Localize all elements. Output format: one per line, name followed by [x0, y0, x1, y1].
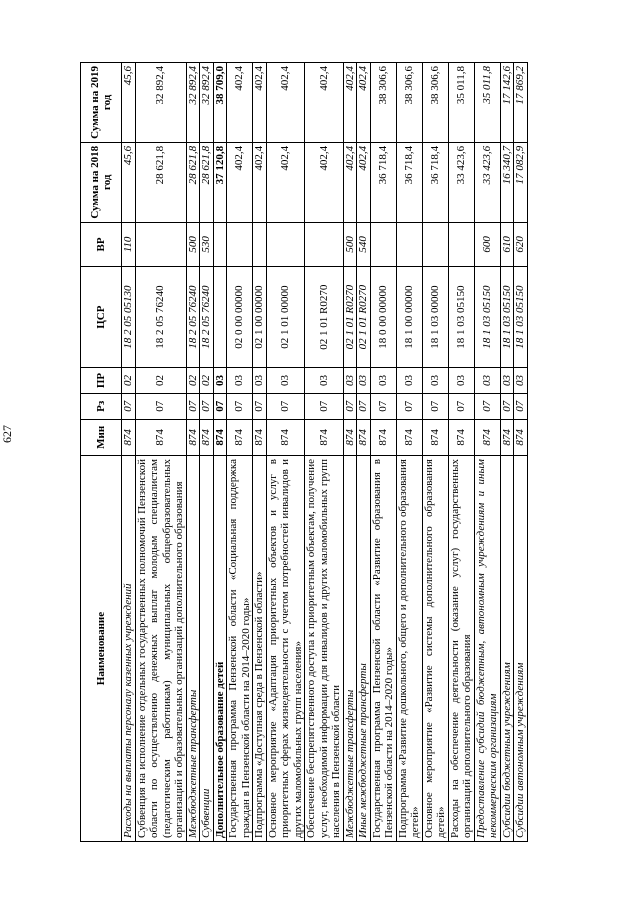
cell-vr	[448, 222, 474, 267]
cell-sum-2019: 38 306,6	[370, 63, 396, 143]
table-header-row	[81, 63, 122, 842]
cell-min: 874	[370, 419, 396, 455]
cell-sum-2019: 402,4	[266, 63, 305, 143]
cell-min: 874	[266, 419, 305, 455]
cell-sum-2018: 402,4	[227, 142, 253, 222]
cell-min: 874	[135, 419, 186, 455]
cell-vr	[396, 222, 422, 267]
cell-pr: 03	[305, 368, 344, 394]
header-sum-2019: Сумма на 2019 год	[81, 63, 122, 143]
cell-pr: 03	[500, 368, 514, 394]
table-row	[474, 63, 500, 842]
cell-rz: 07	[213, 393, 227, 419]
cell-pr: 03	[357, 368, 371, 394]
cell-pr: 03	[422, 368, 448, 394]
table-row	[343, 63, 357, 842]
cell-vr: 540	[357, 222, 371, 267]
cell-pr: 03	[448, 368, 474, 394]
cell-min: 874	[514, 419, 528, 455]
cell-sum-2019: 402,4	[305, 63, 344, 143]
cell-sum-2018: 28 621,8	[135, 142, 186, 222]
cell-min: 874	[186, 419, 200, 455]
header-csr: ЦСР	[81, 267, 122, 368]
cell-sum-2019: 17 142,6	[500, 63, 514, 143]
table-row	[514, 63, 528, 842]
cell-csr: 18 1 03 00000	[422, 267, 448, 368]
cell-min: 874	[122, 419, 136, 455]
header-min: Мин	[81, 419, 122, 455]
cell-csr: 02 1 01 R0270	[343, 267, 357, 368]
cell-csr: 02 0 00 00000	[227, 267, 253, 368]
cell-pr: 03	[213, 368, 227, 394]
table-row	[200, 63, 214, 842]
table-row	[357, 63, 371, 842]
cell-sum-2019: 32 892,4	[135, 63, 186, 143]
cell-vr	[305, 222, 344, 267]
cell-vr	[227, 222, 253, 267]
cell-vr	[266, 222, 305, 267]
table-row	[227, 63, 253, 842]
cell-min: 874	[200, 419, 214, 455]
cell-sum-2019: 38 306,6	[396, 63, 422, 143]
cell-sum-2019: 35 011,8	[474, 63, 500, 143]
cell-min: 874	[357, 419, 371, 455]
cell-min: 874	[227, 419, 253, 455]
cell-sum-2018: 37 120,8	[213, 142, 227, 222]
cell-rz: 07	[227, 393, 253, 419]
table-row	[370, 63, 396, 842]
cell-name: Субсидии автономным учреждениям	[514, 456, 528, 842]
cell-rz: 07	[514, 393, 528, 419]
cell-rz: 07	[422, 393, 448, 419]
cell-pr: 03	[253, 368, 267, 394]
cell-min: 874	[422, 419, 448, 455]
cell-rz: 07	[474, 393, 500, 419]
header-rz: Рз	[81, 393, 122, 419]
cell-csr: 18 2 05 76240	[186, 267, 200, 368]
cell-sum-2019: 38 709,0	[213, 63, 227, 143]
table-row	[213, 63, 227, 842]
cell-pr: 02	[186, 368, 200, 394]
cell-rz: 07	[343, 393, 357, 419]
cell-pr: 03	[343, 368, 357, 394]
cell-sum-2018: 402,4	[253, 142, 267, 222]
table-row	[122, 63, 136, 842]
cell-pr: 03	[370, 368, 396, 394]
cell-csr: 18 1 03 05150	[500, 267, 514, 368]
cell-rz: 07	[370, 393, 396, 419]
cell-vr	[213, 222, 227, 267]
cell-name: Расходы на выплаты персоналу казенных учреждений	[122, 456, 136, 842]
cell-name: Субсидии бюджетным учреждениям	[500, 456, 514, 842]
cell-name: Основное мероприятие «Адаптация приоритетных объектов и услуг в приоритетных сферах жизнедеятельности с учетом потребностей инвалидов и других маломобильных групп населения»	[266, 456, 305, 842]
cell-sum-2019: 402,4	[253, 63, 267, 143]
cell-sum-2019: 17 869,2	[514, 63, 528, 143]
cell-sum-2018: 45,6	[122, 142, 136, 222]
cell-sum-2018: 17 082,9	[514, 142, 528, 222]
table-row	[266, 63, 305, 842]
cell-rz: 07	[266, 393, 305, 419]
header-pr: ПР	[81, 368, 122, 394]
cell-pr: 03	[396, 368, 422, 394]
cell-sum-2018: 28 621,8	[186, 142, 200, 222]
cell-min: 874	[305, 419, 344, 455]
cell-sum-2018: 402,4	[266, 142, 305, 222]
cell-csr: 02 1 01 R0270	[357, 267, 371, 368]
cell-sum-2019: 45,6	[122, 63, 136, 143]
cell-rz: 07	[357, 393, 371, 419]
cell-rz: 07	[448, 393, 474, 419]
cell-sum-2019: 38 306,6	[422, 63, 448, 143]
table-row	[305, 63, 344, 842]
cell-csr: 18 1 00 00000	[396, 267, 422, 368]
cell-csr	[213, 267, 227, 368]
cell-csr: 02 1 01 00000	[266, 267, 305, 368]
cell-vr: 500	[186, 222, 200, 267]
cell-vr: 620	[514, 222, 528, 267]
table-row	[500, 63, 514, 842]
cell-sum-2018: 36 718,4	[396, 142, 422, 222]
cell-vr: 110	[122, 222, 136, 267]
cell-sum-2018: 28 621,8	[200, 142, 214, 222]
table-row	[396, 63, 422, 842]
cell-vr	[253, 222, 267, 267]
cell-name: Основное мероприятие «Развитие системы дополнительного образования детей»	[422, 456, 448, 842]
cell-min: 874	[448, 419, 474, 455]
cell-rz: 07	[500, 393, 514, 419]
table-row	[448, 63, 474, 842]
cell-rz: 07	[200, 393, 214, 419]
header-vr: ВР	[81, 222, 122, 267]
page-number: 627	[0, 425, 14, 443]
cell-pr: 03	[474, 368, 500, 394]
cell-csr: 18 1 03 05150	[514, 267, 528, 368]
cell-vr: 610	[500, 222, 514, 267]
cell-sum-2019: 35 011,8	[448, 63, 474, 143]
cell-sum-2019: 402,4	[357, 63, 371, 143]
cell-name: Межбюджетные трансферты	[186, 456, 200, 842]
cell-csr: 18 2 05 76240	[200, 267, 214, 368]
cell-name: Субвенции	[200, 456, 214, 842]
cell-csr: 02 1 00 00000	[253, 267, 267, 368]
cell-name: Государственная программа Пензенской области «Социальная поддержка граждан в Пензенской области на 2014–2020 годы»	[227, 456, 253, 842]
cell-rz: 07	[135, 393, 186, 419]
cell-min: 874	[500, 419, 514, 455]
cell-name: Иные межбюджетные трансферты	[357, 456, 371, 842]
budget-table	[80, 62, 528, 842]
cell-name: Подпрограмма «Доступная среда в Пензенской области»	[253, 456, 267, 842]
cell-sum-2018: 36 718,4	[422, 142, 448, 222]
header-sum-2018: Сумма на 2018 год	[81, 142, 122, 222]
cell-min: 874	[343, 419, 357, 455]
cell-rz: 07	[122, 393, 136, 419]
cell-pr: 03	[266, 368, 305, 394]
cell-csr: 18 2 05 05130	[122, 267, 136, 368]
cell-rz: 07	[186, 393, 200, 419]
cell-pr: 02	[200, 368, 214, 394]
cell-vr	[135, 222, 186, 267]
cell-min: 874	[474, 419, 500, 455]
cell-min: 874	[396, 419, 422, 455]
table-row	[186, 63, 200, 842]
cell-rz: 07	[305, 393, 344, 419]
cell-vr: 530	[200, 222, 214, 267]
cell-sum-2018: 33 423,6	[474, 142, 500, 222]
cell-vr	[422, 222, 448, 267]
cell-pr: 03	[514, 368, 528, 394]
cell-csr: 18 1 03 05150	[448, 267, 474, 368]
cell-name: Субвенция на исполнение отдельных государственных полномочий Пензенской области по осуществлению денежных выплат молодым специалистам (педагогическим работникам) муниципальных общеобразовательных организаций и образовательных организаций дополнительного образования	[135, 456, 186, 842]
cell-csr: 18 0 00 00000	[370, 267, 396, 368]
cell-csr: 18 2 05 76240	[135, 267, 186, 368]
table-row	[422, 63, 448, 842]
cell-rz: 07	[253, 393, 267, 419]
cell-sum-2018: 33 423,6	[448, 142, 474, 222]
cell-min: 874	[253, 419, 267, 455]
cell-csr: 02 1 01 R0270	[305, 267, 344, 368]
cell-pr: 03	[227, 368, 253, 394]
cell-vr	[370, 222, 396, 267]
cell-name: Государственная программа Пензенской области «Развитие образования в Пензенской области на 2014–2020 годы»	[370, 456, 396, 842]
cell-sum-2019: 402,4	[227, 63, 253, 143]
cell-sum-2018: 402,4	[357, 142, 371, 222]
cell-vr: 500	[343, 222, 357, 267]
cell-sum-2019: 402,4	[343, 63, 357, 143]
cell-min: 874	[213, 419, 227, 455]
table-body	[122, 63, 528, 842]
cell-name: Обеспечение беспрепятственного доступа к приоритетным объектам, получение услуг, необходимой информации для инвалидов и других маломобильных групп населения в Пензенской области	[305, 456, 344, 842]
cell-name: Дополнительное образование детей	[213, 456, 227, 842]
cell-sum-2019: 32 892,4	[200, 63, 214, 143]
cell-name: Подпрограмма «Развитие дошкольного, общего и дополнительного образования детей»	[396, 456, 422, 842]
cell-rz: 07	[396, 393, 422, 419]
cell-vr: 600	[474, 222, 500, 267]
cell-sum-2018: 16 340,7	[500, 142, 514, 222]
cell-sum-2018: 36 718,4	[370, 142, 396, 222]
header-name: Наименование	[81, 456, 122, 842]
cell-pr: 02	[122, 368, 136, 394]
cell-sum-2018: 402,4	[305, 142, 344, 222]
table-row	[253, 63, 267, 842]
cell-name: Межбюджетные трансферты	[343, 456, 357, 842]
cell-sum-2018: 402,4	[343, 142, 357, 222]
cell-pr: 02	[135, 368, 186, 394]
cell-name: Предоставление субсидий бюджетным, автономным учреждениям и иным некоммерческим организациям	[474, 456, 500, 842]
rotated-page	[80, 62, 600, 842]
cell-sum-2019: 32 892,4	[186, 63, 200, 143]
cell-name: Расходы на обеспечение деятельности (оказание услуг) государственных организаций дополнительного образования	[448, 456, 474, 842]
cell-csr: 18 1 03 05150	[474, 267, 500, 368]
table-row	[135, 63, 186, 842]
